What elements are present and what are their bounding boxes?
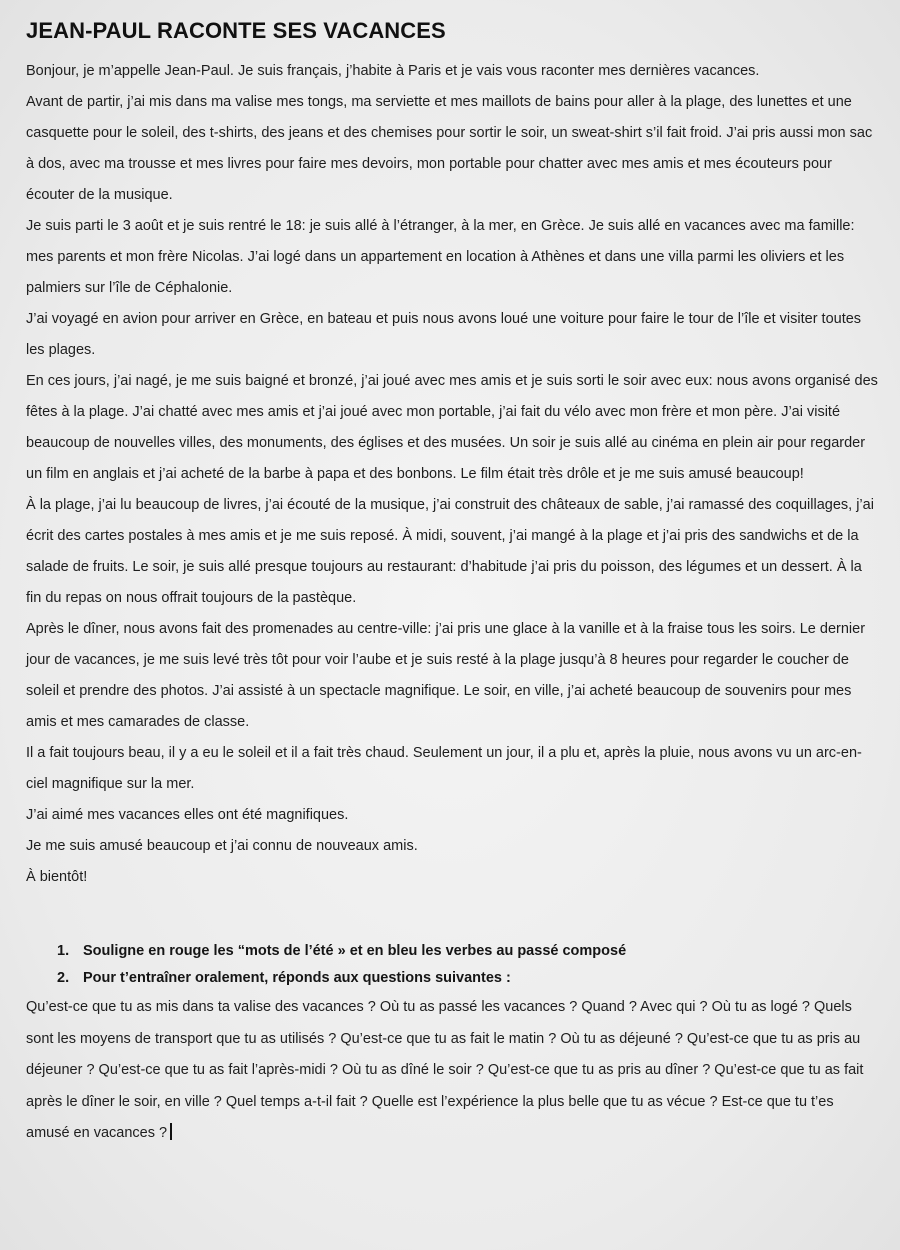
exercise-text: Souligne en rouge les “mots de l’été » et en bleu les verbes au passé composé xyxy=(83,943,627,959)
paragraph-friends: Je me suis amusé beaucoup et j’ai connu de nouveaux amis. xyxy=(26,838,418,854)
exercise-item xyxy=(57,938,880,965)
paragraph-weather: Il a fait toujours beau, il y a eu le soleil et il a fait très chaud. Seulement un jour, il a plu et, après la pluie, nous avons vu un arc-en-ciel magnifique sur la mer. xyxy=(26,745,862,792)
paragraph-liked: J’ai aimé mes vacances elles ont été magnifiques. xyxy=(26,807,349,823)
paragraph-goodbye: À bientôt! xyxy=(26,869,88,885)
paragraph-departure: Je suis parti le 3 août et je suis rentré le 18: je suis allé à l’étranger, à la mer, en Grèce. Je suis allé en vacances avec ma famille: mes parents et mon frère Nicolas. J’ai logé dans un appartement en location à Athènes et dans une villa parmi les oliviers et les palmiers sur l’île de Céphalonie. xyxy=(26,218,855,296)
paragraph-beach: À la plage, j’ai lu beaucoup de livres, j’ai écouté de la musique, j’ai construit des châteaux de sable, j’ai ramassé des coquillages, j’ai écrit des cartes postales à mes amis et je me suis reposé. À midi, souvent, j’ai mangé à la plage et j’ai pris des sandwichs et de la salade de fruits. Le soir, je suis allé presque toujours au restaurant: d’habitude j’ai pris du poisson, des légumes et un dessert. À la fin du repas on nous offrait toujours de la pastèque. xyxy=(26,497,874,606)
paragraph-intro: Bonjour, je m’appelle Jean-Paul. Je suis français, j’habite à Paris et je vais vous raconter mes dernières vacances. xyxy=(26,63,760,79)
section-gap xyxy=(26,893,880,938)
exercise-text: Pour t’entraîner oralement, réponds aux questions suivantes : xyxy=(83,970,511,986)
paragraph-suitcase: Avant de partir, j’ai mis dans ma valise mes tongs, ma serviette et mes maillots de bains pour aller à la plage, des lunettes et une casquette pour le soleil, des t-shirts, des jeans et des chemises pour sortir le soir, un sweat-shirt s’il fait froid. J’ai pris aussi mon sac à dos, avec ma trousse et mes livres pour faire mes devoirs, mon portable pour chatter avec mes amis et mes écouteurs pour écouter de la musique. xyxy=(26,94,873,203)
exercise-item xyxy=(57,965,880,992)
text-cursor xyxy=(170,1123,172,1140)
paragraph-transport: J’ai voyagé en avion pour arriver en Grèce, en bateau et puis nous avons loué une voiture pour faire le tour de l’île et visiter toutes les plages. xyxy=(26,311,862,358)
exercise-number: 1. xyxy=(57,943,70,959)
paragraph-activities: En ces jours, j’ai nagé, je me suis baigné et bronzé, j’ai joué avec mes amis et je suis sorti le soir avec eux: nous avons organisé des fêtes à la plage. J’ai chatté avec mes amis et j’ai joué avec mon portable, j’ai fait du vélo avec mon frère et mon père. J’ai visité beaucoup de nouvelles villes, des monuments, des églises et des musées. Un soir je suis allé au cinéma en plein air pour regarder un film en anglais et j’ai acheté de la barbe à papa et des bonbons. Le film était très drôle et je me suis amusé beaucoup! xyxy=(26,373,878,482)
paragraph-evening: Après le dîner, nous avons fait des promenades au centre-ville: j’ai pris une glace à la vanille et à la fraise tous les soirs. Le dernier jour de vacances, je me suis levé très tôt pour voir l’aube et je suis resté à la plage jusqu’à 8 heures pour regarder le coucher de soleil et prendre des photos. J’ai assisté à un spectacle magnifique. Le soir, en ville, j’ai acheté beaucoup de souvenirs pour mes amis et mes camarades de classe. xyxy=(26,621,866,730)
exercise-number: 2. xyxy=(57,970,70,986)
questions-paragraph[interactable] xyxy=(26,992,880,1150)
document-title: JEAN-PAUL RACONTE SES VACANCES xyxy=(26,18,446,43)
exercise-list xyxy=(26,938,880,992)
questions-text: Qu’est-ce que tu as mis dans ta valise des vacances ? Où tu as passé les vacances ? Quand ? Avec qui ? Où tu as logé ? Quels sont les moyens de transport que tu as utilisés ? Qu’est-ce que tu as fait le matin ? Où tu as déjeuné ? Qu’est-ce que tu as pris au déjeuner ? Qu’est-ce que tu as fait l’après-midi ? Où tu as dîné le soir ? Qu’est-ce que tu as pris au dîner ? Qu’est-ce que tu as fait après le dîner le soir, en ville ? Quel temps a-t-il fait ? Quelle est l’expérience la plus belle que tu as vécue ? Est-ce que tu t’es amusé en vacances ? xyxy=(26,999,864,1141)
